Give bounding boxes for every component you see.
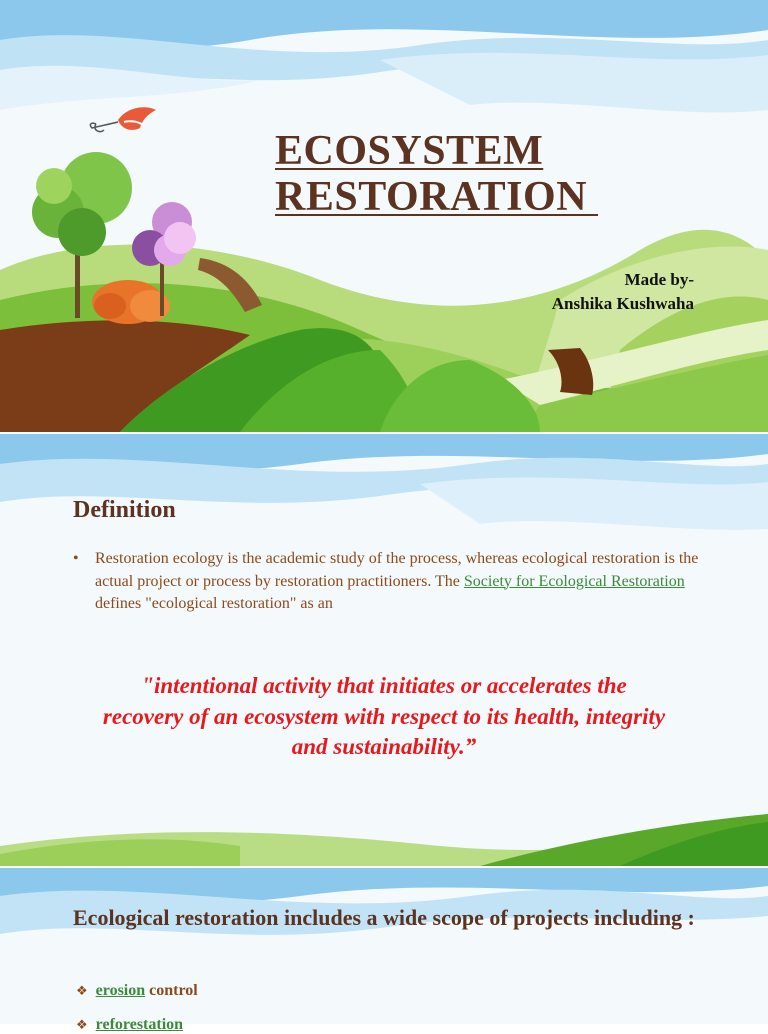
list-item [76,1016,183,1034]
title-line-1: ECOSYSTEM [275,128,544,174]
diamond-bullet-icon: ❖ [76,1018,88,1033]
author-name: Anshika Kushwaha [551,294,694,313]
item-text: control [145,982,198,999]
reforestation-link[interactable]: reforestation [95,1016,184,1033]
scope-heading: Ecological restoration includes a wide scope of projects including : [73,905,695,930]
author-block [552,268,694,316]
bird-icon [82,102,162,146]
definition-quote: "intentional activity that initiates or accelerates the recovery of an ecosystem with respect to its health, integrity and sustainability.” [102,673,666,759]
title-line-2: RESTORATION [275,174,599,220]
scope-slide [0,868,768,1033]
bullet-icon: • [73,550,79,567]
list-item [76,982,198,1000]
title-slide [0,0,768,432]
erosion-link[interactable]: erosion [95,982,146,999]
definition-paragraph [73,548,715,616]
definition-text-2: defines "ecological restoration" as an [95,595,333,612]
presentation-title [275,128,598,220]
society-link[interactable]: Society for Ecological Restoration [463,572,685,590]
diamond-bullet-icon: ❖ [76,984,88,999]
made-by-label: Made by- [624,270,694,289]
definition-heading: Definition [73,497,176,523]
definition-slide [0,434,768,866]
definition-text-1: Restoration ecology is the academic study of the process, whereas ecological restoration is the actual project or process by restoration practitioners. The [95,550,699,590]
slide-background [0,868,768,1024]
